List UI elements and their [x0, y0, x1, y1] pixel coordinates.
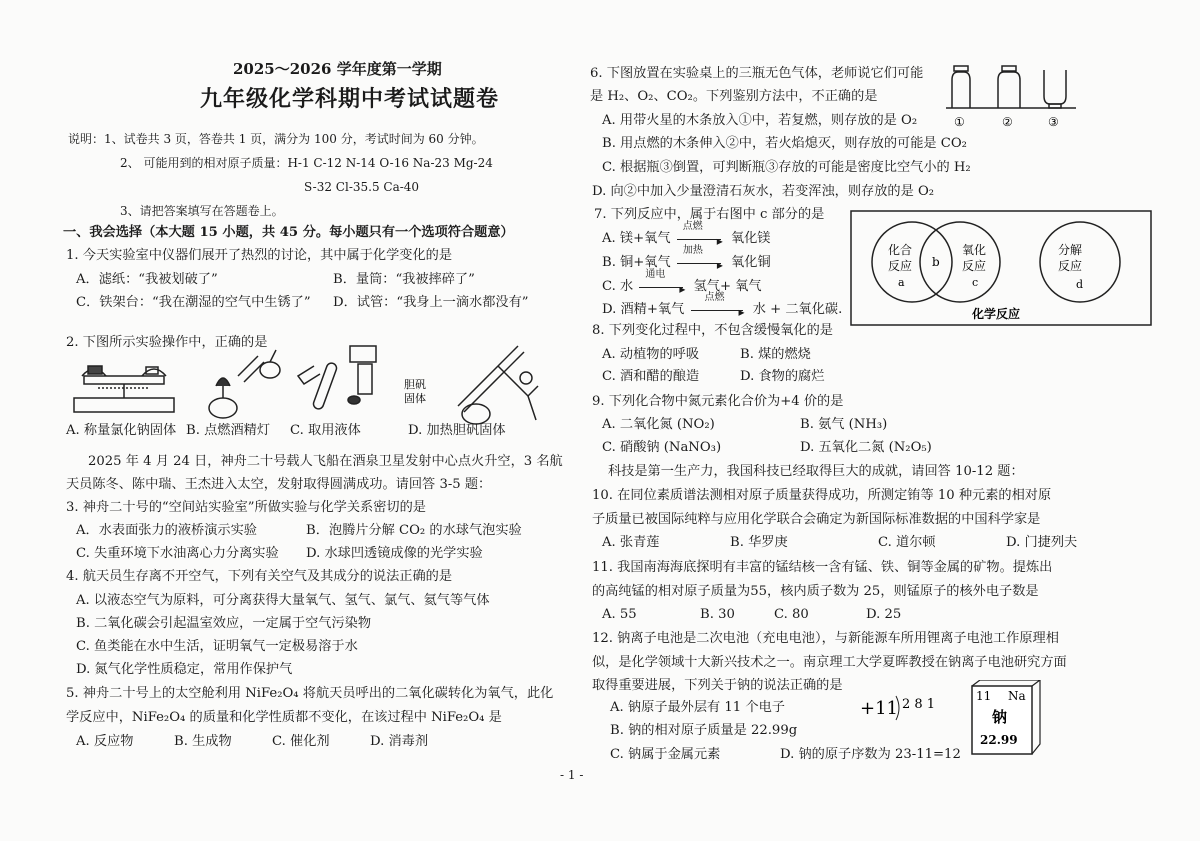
bottle-1-stopper: [954, 66, 968, 71]
page-title: 九年级化学科期中考试试题卷: [200, 86, 500, 112]
dropper-figure: [298, 346, 376, 410]
q8-option-c: C. 酒和醋的酿造: [602, 369, 700, 384]
q7-option-c: [602, 269, 762, 298]
q7-stem: 7. 下列反应中，属于右图中 c 部分的是: [594, 207, 825, 222]
q5-option-d: D. 消毒剂: [370, 734, 429, 749]
q7-c-reactants: C. 水: [602, 279, 634, 294]
q9-option-c: C. 硝酸钠 (NaNO₃): [602, 440, 722, 455]
q9-stem: 9. 下列化合物中氮元素化合价为+4 价的是: [592, 394, 844, 409]
venn-label-oxidation-1: 氧化: [962, 243, 987, 257]
venn-label-combination-1: 化合: [888, 243, 913, 257]
q2-option-d: D. 加热胆矾固体: [408, 423, 506, 438]
q12-line-1: 12. 钠离子电池是二次电池（充电电池），与新能源车所用锂离子电池工作原理相: [592, 631, 1059, 646]
q7-d-products: 水 + 二氧化碳.: [752, 302, 843, 317]
q7-b-arrow-line: [677, 263, 721, 264]
q10-line-1: 10. 在同位素质谱法测相对原子质量获得成功，所测定铕等 10 种元素的相对原: [592, 488, 1052, 503]
venn-label-oxidation-2: 反应: [962, 259, 987, 273]
q12-option-b: B. 钠的相对原子质量是 22.99g: [610, 723, 798, 738]
q7-d-arrow-line: [691, 310, 743, 311]
q8-option-b: B. 煤的燃烧: [740, 347, 811, 362]
q5-option-c: C. 催化剂: [272, 734, 330, 749]
bottle-3-stopper: [1049, 104, 1061, 108]
passage-line-1: 2025 年 4 月 24 日，神舟二十号载人飞船在酒泉卫星发射中心点火升空，3 名航: [88, 454, 563, 469]
venn-caption: 化学反应: [972, 307, 1021, 321]
page-number: - 1 -: [560, 768, 584, 782]
bottle-2: [998, 72, 1020, 108]
q9-option-b: B. 氨气 (NH₃): [800, 417, 888, 432]
q2-d-label-2: 固体: [404, 392, 426, 405]
q2-figures: [58, 336, 573, 428]
q11-line-2: 的高纯锰的相对原子质量为55，核内质子数为 25，则锰原子的核外电子数是: [592, 584, 1039, 599]
note-1: 说明：1、试卷共 3 页，答卷共 1 页，满分为 100 分，考试时间为 60 分钟。: [68, 132, 484, 146]
sodium-atom-diagram: [856, 688, 966, 728]
q3-option-b: B．泡腾片分解 CO₂ 的水球气泡实验: [306, 523, 522, 538]
q7-a-reactants: A. 镁+氧气: [602, 231, 671, 246]
bottle-label-1: ①: [954, 115, 965, 129]
q6-line-1: 6. 下图放置在实验桌上的三瓶无色气体，老师说它们可能: [590, 66, 924, 81]
q12-line-3: 取得重要进展，下列关于钠的说法正确的是: [592, 678, 843, 693]
q5-line-1: 5. 神舟二十号上的太空舱利用 NiFe₂O₄ 将航天员呼出的二氧化碳转化为氧气，此化: [66, 686, 554, 701]
q7-option-d: [602, 292, 843, 321]
arrow-head-icon: ▸: [716, 258, 723, 272]
q7-a-condition: 点燃: [682, 221, 703, 232]
element-name: 钠: [992, 708, 1008, 726]
year-line: 2025～2026 学年度第一学期: [233, 60, 442, 78]
bottle-3-inverted: [1044, 70, 1066, 104]
q3-option-d: D. 水球凹透镜成像的光学实验: [306, 546, 483, 561]
alcohol-lamp-figure: [209, 350, 280, 418]
q1-option-a: A．滤纸：“我被划破了”: [76, 272, 218, 287]
q2-option-a: A. 称量氯化钠固体: [66, 423, 177, 438]
arrow-head-icon: ▸: [738, 305, 745, 319]
bottle-1: [952, 72, 970, 108]
q9-option-d: D. 五氧化二氮 (N₂O₅): [800, 440, 932, 455]
q8-option-d: D. 食物的腐烂: [740, 369, 825, 384]
q2-stem: 2. 下图所示实验操作中，正确的是: [66, 335, 268, 350]
q9-option-a: A. 二氧化氮 (NO₂): [602, 417, 715, 432]
atom-shell-electrons: 2 8 1: [902, 697, 936, 712]
venn-label-d: d: [1076, 278, 1084, 291]
q7-c-products: 氢气+ 氧气: [693, 279, 762, 294]
q10-option-c: C. 道尔顿: [878, 535, 936, 550]
q1-stem: 1. 今天实验室中仪器们展开了热烈的讨论，其中属于化学变化的是: [66, 248, 453, 263]
q6-option-d: D. 向②中加入少量澄清石灰水，若变浑浊，则存放的是 O₂: [592, 184, 935, 199]
section-heading: 一、我会选择（本大题 15 小题，共 45 分。每小题只有一个选项符合题意）: [63, 225, 514, 240]
q5-option-a: A. 反应物: [76, 734, 134, 749]
q10-option-a: A. 张青莲: [602, 535, 660, 550]
q7-c-arrow: [639, 269, 687, 298]
q11-option-a: A. 55: [602, 607, 637, 622]
q4-option-b: B. 二氧化碳会引起温室效应，一定属于空气污染物: [76, 616, 372, 631]
q8-option-a: A. 动植物的呼吸: [602, 347, 700, 362]
q6-option-b: B. 用点燃的木条伸入②中，若火焰熄灭，则存放的可能是 CO₂: [602, 136, 967, 151]
q3-option-c: C. 失重环境下水油离心力分离实验: [76, 546, 279, 561]
heating-figure: [458, 346, 538, 424]
arrow-head-icon: ▸: [716, 234, 723, 248]
note-3: 3、请把答案填写在答题卷上。: [120, 204, 284, 218]
q2-d-label-1: 胆矾: [404, 378, 426, 391]
balance-figure: [74, 366, 174, 412]
note-2b: S-32 Cl-35.5 Ca-40: [304, 180, 420, 194]
venn-label-a: a: [898, 276, 905, 289]
venn-label-decomposition-1: 分解: [1058, 243, 1083, 257]
q4-option-d: D. 氮气化学性质稳定，常用作保护气: [76, 662, 293, 677]
q11-option-c: C. 80: [774, 607, 809, 622]
q7-b-products: 氧化铜: [731, 255, 771, 270]
gas-bottles-figure: [946, 62, 1080, 130]
q1-option-c: C．铁架台：“我在潮湿的空气中生锈了”: [76, 295, 311, 310]
q4-option-a: A. 以液态空气为原料，可分离获得大量氧气、氢气、氯气、氦气等气体: [76, 593, 490, 608]
element-atomic-mass: 22.99: [980, 733, 1018, 747]
q7-d-reactants: D. 酒精+氧气: [602, 302, 685, 317]
q7-b-arrow: [677, 245, 725, 274]
venn-label-b: b: [932, 255, 940, 269]
q7-d-condition: 点燃: [704, 292, 725, 303]
q10-line-2: 子质量已被国际纯粹与应用化学联合会确定为新国际标准数据的中国科学家是: [592, 512, 1041, 527]
passage-line-2: 天员陈冬、陈中瑞、王杰进入太空，发射取得圆满成功。请回答 3-5 题：: [66, 477, 492, 492]
q3-option-a: A．水表面张力的液桥演示实验: [76, 523, 257, 538]
q6-option-a: A. 用带火星的木条放入①中，若复燃，则存放的是 O₂: [602, 113, 918, 128]
q5-line-2: 学反应中，NiFe₂O₄ 的质量和化学性质都不变化，在该过程中 NiFe₂O₄ 是: [66, 710, 502, 725]
sodium-element-card: [966, 680, 1046, 766]
bottle-label-2: ②: [1002, 115, 1013, 129]
reaction-venn-diagram: [850, 210, 1154, 328]
q7-b-condition: 加热: [682, 245, 703, 256]
q11-option-d: D. 25: [866, 607, 902, 622]
arrow-head-icon: ▸: [679, 282, 686, 296]
venn-label-combination-2: 反应: [888, 259, 913, 273]
q6-option-c: C. 根据瓶③倒置，可判断瓶③存放的可能是密度比空气小的 H₂: [602, 160, 971, 175]
q7-d-arrow: [691, 292, 747, 321]
q10-option-b: B. 华罗庚: [730, 535, 788, 550]
element-atomic-number: 11: [976, 689, 992, 703]
q6-line-2: 是 H₂、O₂、CO₂。下列鉴别方法中，不正确的是: [590, 89, 878, 104]
venn-label-decomposition-2: 反应: [1058, 259, 1083, 273]
q7-a-products: 氧化镁: [730, 231, 771, 246]
q12-line-2: 似，是化学领域十大新兴技术之一。南京理工大学夏晖教授在钠离子电池研究方面: [592, 655, 1067, 670]
q8-stem: 8. 下列变化过程中，不包含缓慢氧化的是: [592, 323, 833, 338]
note-2: 2、 可能用到的相对原子质量：H-1 C-12 N-14 O-16 Na-23 Mg-24: [120, 156, 493, 170]
q7-option-b: [602, 245, 771, 274]
q2-option-c: C. 取用液体: [290, 423, 361, 438]
q2-option-b: B. 点燃酒精灯: [186, 423, 271, 438]
q10-option-d: D. 门捷列夫: [1006, 535, 1078, 550]
q11-line-1: 11. 我国南海海底探明有丰富的锰结核一含有锰、铁、铜等金属的矿物。提炼出: [592, 560, 1053, 575]
q7-b-reactants: B. 铜+氧气: [602, 255, 671, 270]
q12-option-a: A. 钠原子最外层有 11 个电子: [610, 700, 785, 715]
q1-option-b: B．量筒：“我被摔碎了”: [333, 272, 475, 287]
bottle-2-stopper: [1002, 66, 1016, 71]
atom-nucleus-charge: +11: [860, 698, 898, 719]
q11-option-b: B. 30: [700, 607, 735, 622]
passage-2: 科技是第一生产力，我国科技已经取得巨大的成就，请回答 10-12 题：: [608, 464, 1024, 479]
q5-option-b: B. 生成物: [174, 734, 232, 749]
q12-option-c: C. 钠属于金属元素: [610, 747, 721, 762]
q4-option-c: C. 鱼类能在水中生活，证明氧气一定极易溶于水: [76, 639, 358, 654]
element-symbol: Na: [1008, 689, 1026, 703]
q4-stem: 4. 航天员生存离不开空气，下列有关空气及其成分的说法正确的是: [66, 569, 453, 584]
bottle-label-3: ③: [1048, 115, 1059, 129]
q7-c-condition: 通电: [645, 269, 666, 280]
q1-option-d: D．试管：“我身上一滴水都没有”: [333, 295, 529, 310]
q7-c-arrow-line: [639, 287, 683, 288]
q3-stem: 3. 神舟二十号的“空间站实验室”所做实验与化学关系密切的是: [66, 500, 426, 515]
venn-label-c: c: [972, 276, 979, 289]
q12-option-d: D. 钠的原子序数为 23-11=12: [780, 747, 961, 762]
